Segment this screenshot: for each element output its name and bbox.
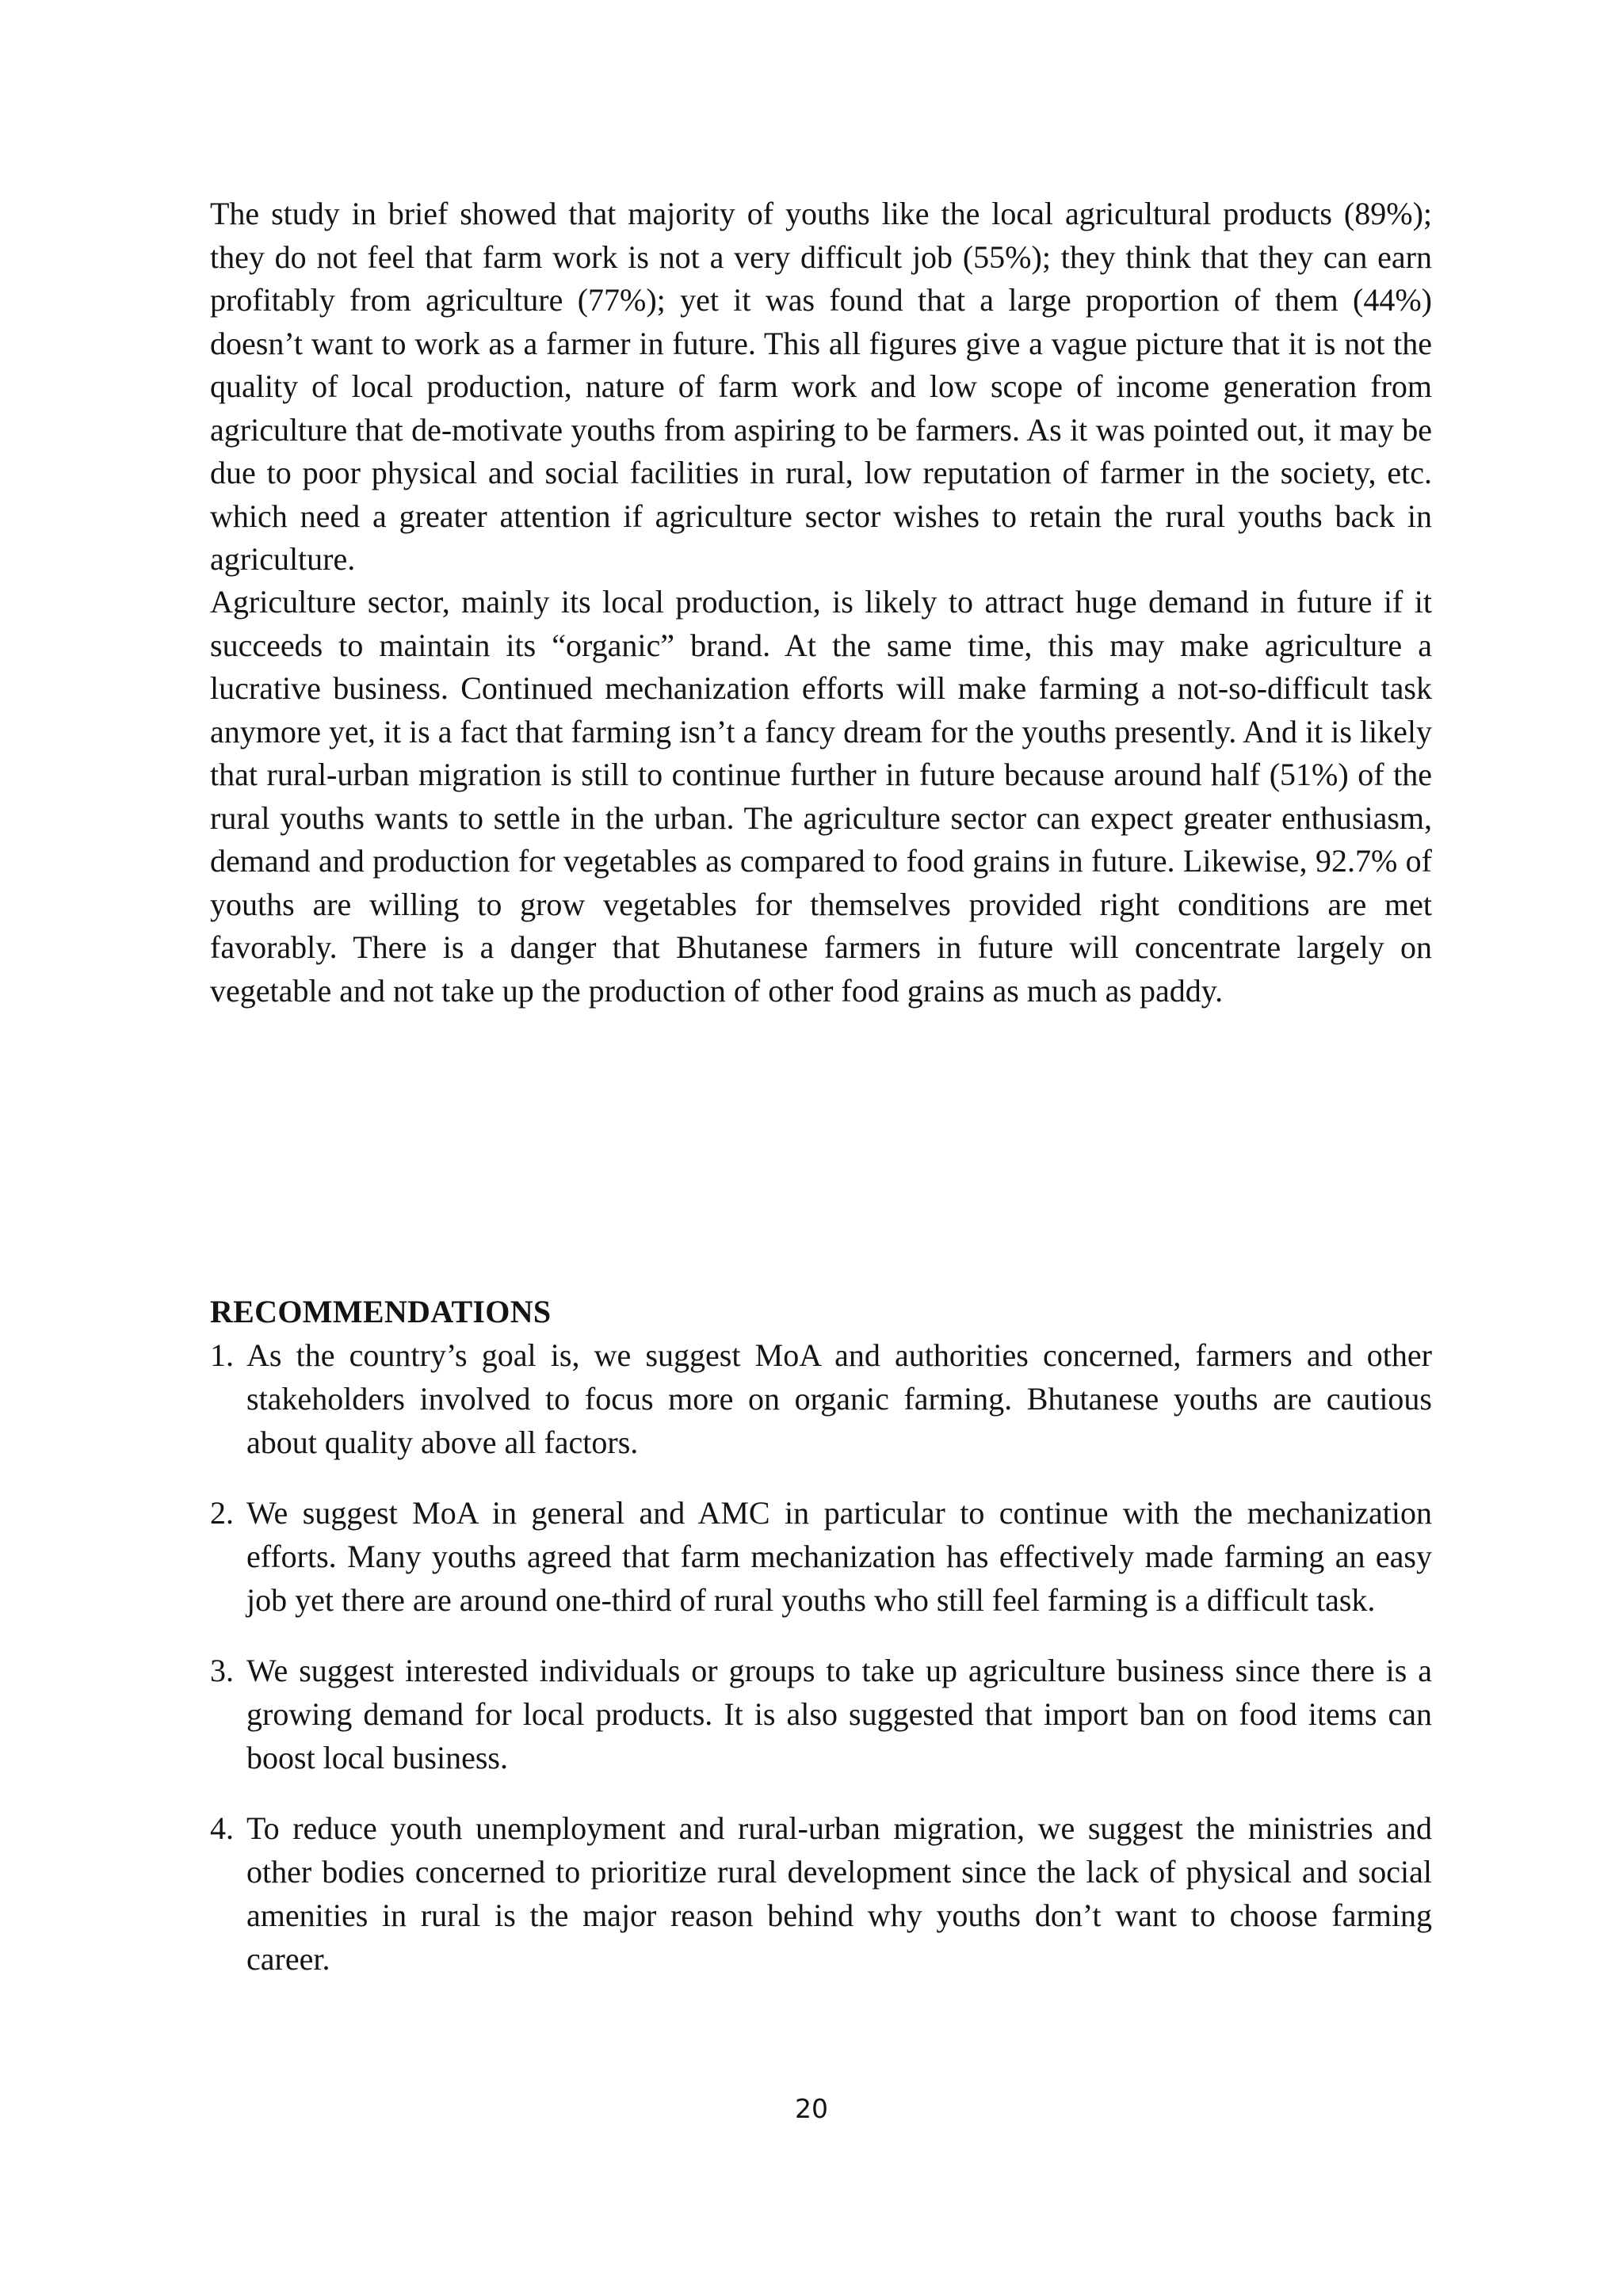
recommendation-text: We suggest MoA in general and AMC in particular to continue with the mechanization efforts. Many youths agreed that farm mechanization has effectively made farming an easy job yet there are around one-third of rural youths who still feel farming is a difficult task. (246, 1495, 1432, 1618)
recommendation-number: 3. (210, 1653, 234, 1688)
recommendation-text: To reduce youth unemployment and rural-urban migration, we suggest the ministries and other bodies concerned to prioritize rural development since the lack of physical and social amenities in rural is the major reason behind why youths don’t want to choose farming career. (246, 1810, 1432, 1977)
recommendation-item (210, 1333, 1432, 1464)
summary-paragraph: The study in brief showed that majority of youths like the local agricultural products (89%); they do not feel that farm work is not a very difficult job (55%); they think that they can earn profitably from agriculture (77%); yet it was found that a large proportion of them (44%) doesn’t want to work as a farmer in future. This all figures give a vague picture that it is not the quality of local production, nature of farm work and low scope of income generation from agriculture that de-motivate youths from aspiring to be farmers. As it was pointed out, it may be due to poor physical and social facilities in rural, low reputation of farmer in the society, etc. which need a greater attention if agriculture sector wishes to retain the rural youths back in agriculture. (210, 196, 1432, 577)
recommendation-item (210, 1491, 1432, 1622)
recommendations-list (210, 1333, 1432, 2008)
recommendation-number: 1. (210, 1337, 234, 1373)
outlook-paragraph: Agriculture sector, mainly its local production, is likely to attract huge demand in future if it succeeds to maintain its “organic” brand. At the same time, this may make agriculture a lucrative business. Continued mechanization efforts will make farming a not-so-difficult task anymore yet, it is a fact that farming isn’t a fancy dream for the youths presently. And it is likely that rural-urban migration is still to continue further in future because around half (51%) of the rural youths wants to settle in the urban. The agriculture sector can expect greater enthusiasm, demand and production for vegetables as compared to food grains in future. Likewise, 92.7% of youths are willing to grow vegetables for themselves provided right conditions are met favorably. There is a danger that Bhutanese farmers in future will concentrate largely on vegetable and not take up the production of other food grains as much as paddy. (210, 584, 1432, 1009)
recommendation-text: As the country’s goal is, we suggest MoA and authorities concerned, farmers and other stakeholders involved to focus more on organic farming. Bhutanese youths are cautious about quality above all factors. (246, 1337, 1432, 1460)
recommendation-number: 2. (210, 1495, 234, 1531)
recommendation-item (210, 1806, 1432, 1981)
recommendations-heading: RECOMMENDATIONS (210, 1294, 552, 1329)
recommendation-item (210, 1649, 1432, 1779)
recommendation-text: We suggest interested individuals or groups to take up agriculture business since there is a growing demand for local products. It is also suggested that import ban on food items can boost local business. (246, 1653, 1432, 1775)
page-number: 20 (795, 2093, 828, 2124)
recommendation-number: 4. (210, 1810, 234, 1846)
